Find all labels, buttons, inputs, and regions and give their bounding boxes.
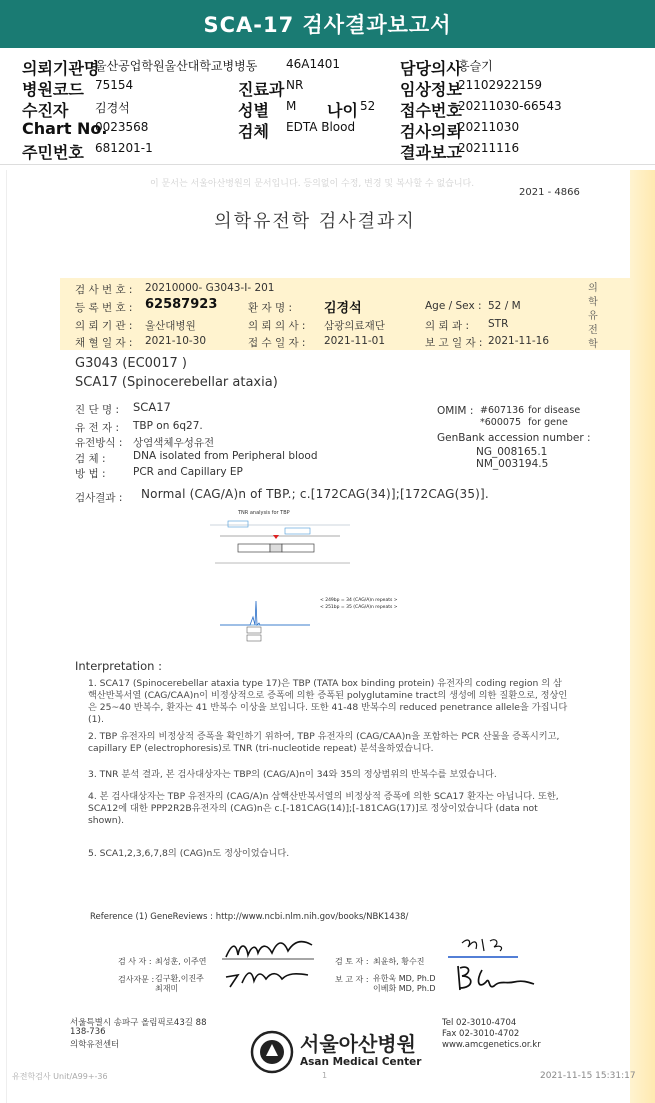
value-patient: 김경석 [95,101,130,115]
examiner: 최성훈, 이주연 [155,957,207,966]
banner-title: SCA-17 검사결과보고서 [203,13,452,37]
info-label-specimen: 검 체 : [75,453,106,465]
tel: Tel 02-3010-4704 [442,1018,517,1028]
info-label-diagnosis: 진 단 명 : [75,404,119,416]
fax: Fax 02-3010-4702 [442,1029,520,1039]
label-specimen: 검체 [238,122,269,141]
label-request-date: 검사의뢰 [400,122,462,141]
hospital-name-en: Asan Medical Center [300,1056,422,1068]
info-inheritance: 상염색체우성유전 [133,437,215,449]
value-specimen: EDTA Blood [286,120,356,134]
genbank-2: NM_003194.5 [476,458,549,470]
reviewer-signature [438,935,528,963]
value-clinical-info: 21102922159 [458,78,542,92]
value-report-date: 20211116 [458,141,520,155]
label-doctor: 담당의사 [400,59,462,78]
value-request-date: 20211030 [458,120,520,134]
value-sex: M [286,99,297,113]
label-institution: 의뢰기관명 [22,59,100,78]
result-label: 검사결과 : [75,492,123,504]
interp-5: 5. SCA1,2,3,6,7,8의 (CAG)n도 정상이었습니다. [88,848,290,859]
value-dept: NR [286,78,304,92]
omim-disease: #607136 [480,405,525,416]
omim-gene-note: for gene [528,417,568,428]
receive-date: 2021-11-01 [324,335,386,347]
info-method: PCR and Capillary EP [133,466,243,478]
report-title: 의학유전학 검사결과지 [214,211,416,232]
interp-2: 2. TBP 유전자의 비정상적 증폭을 확인하기 위하여, TBP 유전자의 (CAG/CAA)n을 포함하는 PCR 산물을 증폭시키고, capillary EP (electrophoresis)로 TNR (tri-nucleotide repeat) 분석을하였습니다. [88,731,560,754]
test-code: G3043 (EC0017 ) [75,356,187,371]
info-label-gene: 유 전 자 : [75,422,119,434]
collect-date: 2021-10-30 [145,335,207,347]
document-number: 2021 - 4866 [519,187,580,198]
value-age: 52 [360,99,376,113]
req-doctor: 삼광의료재단 [324,320,385,332]
genbank-label: GenBank accession number : [437,432,591,444]
genbank-1: NG_008165.1 [476,446,548,458]
figure-peak-1: < 249bp = 34 (CAG/A)n repeats > [320,598,398,603]
receive-label: 접 수 일 자 : [248,337,306,349]
reg-no: 62587923 [145,297,218,312]
edge-strip [630,170,655,1103]
label-resident-no: 주민번호 [22,143,84,162]
address-2: 138-736 [70,1027,106,1037]
omim-disease-note: for disease [528,405,581,416]
test-name: SCA17 (Spinocerebellar ataxia) [75,375,278,390]
reference: Reference (1) GeneReviews : http://www.ncbi.nlm.nih.gov/books/NBK1438/ [90,912,409,922]
page-number: 1 [322,1071,328,1080]
inst: 울산대병원 [145,320,196,332]
omim-gene: *600075 [480,417,522,428]
exam-no: 20210000- G3043-I- 201 [145,282,275,294]
interp-4: 4. 본 검사대상자는 TBP 유전자의 (CAG/A)n 삼핵산반복서열의 비정상적 증폭에 의한 SCA17 환자는 아닙니다. 또한, SCA12에 대한 PPP2R2B유전자의 (CAG)n은 c.[-181CAG(14)];[-181CAG(17)]로 정상이었습니다 (data not shown). [88,791,559,826]
team-label: 검사자문 : [118,975,155,984]
tnr-figure [200,505,420,655]
reporter: 유한욱 MD, Ph.D 이베화 MD, Ph.D [373,974,436,993]
report-label: 보 고 일 자 : [425,337,483,349]
address-3: 의학유전센터 [70,1040,120,1050]
reporter-signature [448,960,538,996]
patient-name-label: 환 자 명 : [248,302,292,314]
info-label-method: 방 법 : [75,468,106,480]
collect-label: 채 혈 일 자 : [75,337,133,349]
req-doctor-label: 의 뢰 의 사 : [248,320,306,332]
info-label-inheritance: 유전방식 : [75,437,123,449]
label-dept: 진료과 [238,80,285,99]
label-age: 나이 [327,101,358,120]
info-gene: TBP on 6q27. [133,420,203,432]
value-doctor: 홍슬기 [458,59,493,73]
report-banner [0,0,655,48]
asan-emblem-icon [250,1030,294,1074]
figure-title: TNR analysis for TBP [238,510,290,516]
watermark-text: 이 문서는 서울아산병원의 문서입니다. 등의없이 수정, 변경 및 복사할 수 없습니다. [150,179,475,189]
info-specimen: DNA isolated from Peripheral blood [133,450,318,462]
value-hospital-code: 75154 [95,78,134,92]
label-clinical-info: 임상정보 [400,80,462,99]
label-sex: 성별 [238,101,269,120]
address-1: 서울특별시 송파구 올림픽로43길 88 [70,1018,207,1028]
patient-name: 김경석 [324,301,362,316]
value-receipt-no: 20211030-66543 [458,99,562,113]
hospital-logo [250,1030,294,1078]
figure-peak-2: < 251bp = 35 (CAG/A)n repeats > [320,605,398,610]
website: www.amcgenetics.or.kr [442,1040,541,1050]
reviewer-label: 검 토 자 : [335,957,369,966]
team-signature [222,963,317,991]
label-patient: 수진자 [22,101,69,120]
agesex-label: Age / Sex : [425,300,482,312]
print-timestamp: 2021-11-15 15:31:17 [540,1071,636,1081]
value-ward: 46A1401 [286,57,341,71]
interp-1: 1. SCA17 (Spinocerebellar ataxia type 17)은 TBP (TATA box binding protein) 유전자의 coding region 의 삼핵산반복서열 (CAG/CAA)n이 비정상적으로 증폭에 의한 증폭된 polyglutamine tract의 생성에 의한 질환으로, 정상인은 25~40 반복수, 환자는 41 반복수 이상을 보입니다. 또한 41-48 반복수의 reduced penetrance allele을 가집니다 (1). [88,678,568,725]
exam-no-label: 검 사 번 호 : [75,284,133,296]
value-chart-no: 0023568 [95,120,149,134]
examiner-signature [222,935,317,965]
omim-label: OMIM : [437,405,474,417]
label-receipt-no: 접수번호 [400,101,462,120]
req-dept: STR [488,318,509,330]
examiner-label: 검 사 자 : [118,957,152,966]
value-resident-no: 681201-1 [95,141,153,155]
patient-header [0,48,655,165]
interp-3: 3. TNR 분석 결과, 본 검사대상자는 TBP의 (CAG/A)n이 34와 35의 정상범위의 반복수를 보였습니다. [88,769,497,780]
side-label: 의학유전학 [588,283,598,350]
hospital-name-ko: 서울아산병원 [300,1032,416,1056]
reviewer: 최윤하, 황수진 [373,957,425,966]
label-hospital-code: 병원코드 [22,80,84,99]
value-institution: 울산공업학원울산대학교병병동 [95,59,258,73]
label-chart-no: Chart No. [22,119,108,138]
report-date: 2021-11-16 [488,335,550,347]
req-dept-label: 의 뢰 과 : [425,320,469,332]
reg-no-label: 등 록 번 호 : [75,302,133,314]
label-report-date: 결과보고 [400,143,462,162]
reporter-label: 보 고 자 : [335,975,369,984]
agesex: 52 / M [488,300,521,312]
form-code: 유전학검사 Unit/A99+-36 [12,1072,108,1081]
result-text: Normal (CAG/A)n of TBP.; c.[172CAG(34)];[172CAG(35)]. [141,487,489,501]
team: 김구환,이진주 최재미 [155,974,204,993]
inst-label: 의 뢰 기 관 : [75,320,133,332]
interpretation-title: Interpretation : [75,659,162,673]
info-diagnosis: SCA17 [133,400,171,414]
